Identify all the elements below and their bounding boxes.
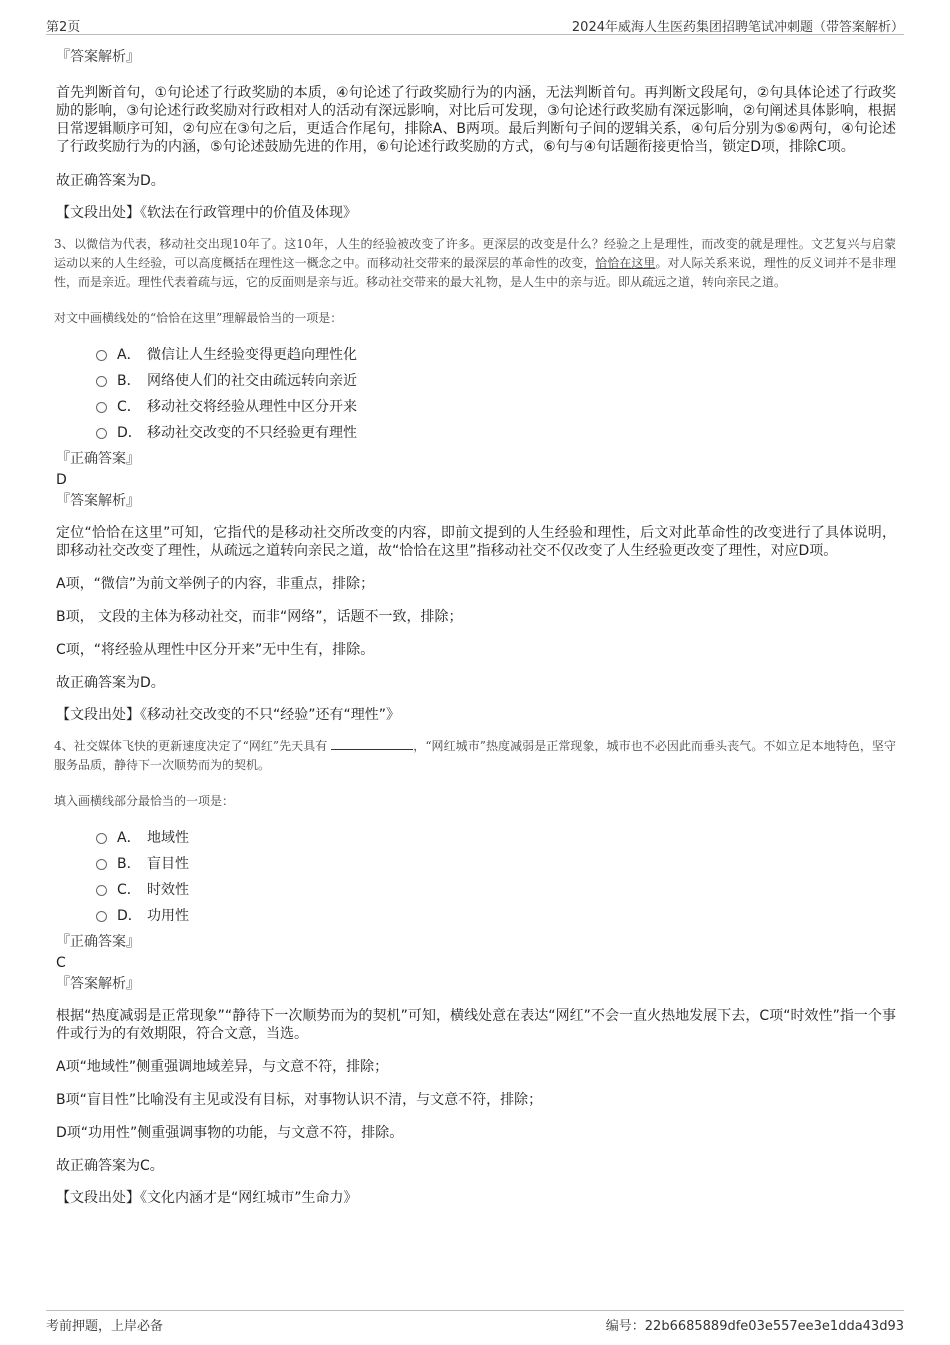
radio-icon[interactable]: [96, 885, 107, 896]
radio-icon[interactable]: [96, 376, 107, 387]
q2-conclusion: 故正确答案为D。: [56, 173, 165, 189]
q2-analysis-tag: 『答案解析』: [56, 49, 140, 65]
option-letter: D．: [117, 908, 142, 924]
q3-stem-text: 3、以微信为代表，移动社交出现10年了。这10年，人生的经验被改变了许多。更深层的改变是什么？经验之上是理性，而改变的就是理性。文艺复兴与启蒙运动以来的人生经验，可以高度概括在理性这一概念之中。而移动社交带来的最深层的革命性的改变，: [54, 237, 896, 270]
radio-icon[interactable]: [96, 402, 107, 413]
q4-analysis-tag: 『答案解析』: [56, 976, 140, 992]
q4-prompt: 填入画横线部分最恰当的一项是：: [54, 794, 235, 808]
option-text: 微信让人生经验变得更趋向理性化: [147, 347, 357, 363]
q3-analysis-tag: 『答案解析』: [56, 493, 140, 509]
q3-source: [56, 705, 896, 725]
q3-stem: [54, 235, 896, 292]
source-title: 《软法在行政管理中的价值及体现》: [140, 205, 357, 221]
option-text: 盲目性: [147, 856, 189, 872]
q3-option-d[interactable]: [96, 420, 896, 446]
q4-option-a[interactable]: [96, 825, 896, 851]
page-footer: [46, 1310, 904, 1335]
q4-option-c[interactable]: [96, 877, 896, 903]
source-label: 【文段出处】: [56, 205, 140, 221]
q3-stem-text-after: 。对人际关系来说，理性的反义词并不是非理性，而是亲近。理性代表着疏与远，它的反面则是亲与近。移动社交带来的最大礼物，是人生中的亲与近。即从疏远之道，转向亲民之道。: [54, 256, 896, 289]
q3-answer-tag: 『正确答案』: [56, 451, 140, 467]
q3-option-c[interactable]: [96, 394, 896, 420]
option-text: 地域性: [147, 830, 189, 846]
page-number: 第2页: [46, 20, 81, 35]
source-title: 《文化内涵才是“网红城市”生命力》: [140, 1190, 358, 1206]
q4-source: [56, 1188, 896, 1208]
q3-option-a[interactable]: [96, 342, 896, 368]
fill-in-blank: [331, 737, 413, 750]
q3-note-b: B项， 文段的主体为移动社交，而非“网络”，话题不一致，排除；: [56, 609, 463, 625]
q3-underlined-phrase: 恰恰在这里: [595, 256, 656, 270]
q4-note-d: D项“功用性”侧重强调事物的功能，与文意不符，排除。: [56, 1125, 404, 1141]
option-letter: C．: [117, 399, 141, 415]
footer-slogan: 考前押题，上岸必备: [46, 1319, 164, 1334]
q2-analysis: 首先判断首句，①句论述了行政奖励的本质，④句论述了行政奖励行为的内涵，无法判断首句。再判断文段尾句，②句具体论述了行政奖励的影响，③句论述行政奖励对行政相对人的活动有深远影响，对比后可发现，③句论述行政奖励有深远影响，②句阐述具体影响，根据日常逻辑顺序可知，②句应在③句之后，更适合作尾句，排除A、B两项。最后判断句子间的逻辑关系，④句后分别为⑤⑥两句，④句论述了行政奖励行为的内涵，⑤句论述鼓励先进的作用，⑥句论述行政奖励的方式，⑥句与④句话题衔接更恰当，锁定D项，排除C项。: [56, 85, 896, 155]
option-text: 网络使人们的社交由疏远转向亲近: [147, 373, 357, 389]
option-letter: A．: [117, 830, 141, 846]
q4-note-a: A项“地域性”侧重强调地域差异，与文意不符，排除；: [56, 1059, 389, 1075]
option-letter: B．: [117, 373, 141, 389]
option-text: 移动社交将经验从理性中区分开来: [147, 399, 357, 415]
source-label: 【文段出处】: [56, 1190, 140, 1206]
option-letter: C．: [117, 882, 141, 898]
option-letter: A．: [117, 347, 141, 363]
q4-stem-text: 4、社交媒体飞快的更新速度决定了“网红”先天具有: [54, 739, 328, 753]
q3-analysis: 定位“恰恰在这里”可知，它指代的是移动社交所改变的内容，即前文提到的人生经验和理性，后文对此革命性的改变进行了具体说明，即移动社交改变了理性，从疏远之道转向亲民之道，故“恰恰在这里”指移动社交不仅改变了人生经验更改变了理性，对应D项。: [56, 525, 896, 559]
radio-icon[interactable]: [96, 911, 107, 922]
q4-options: [96, 825, 896, 929]
source-label: 【文段出处】: [56, 707, 140, 723]
option-letter: B．: [117, 856, 141, 872]
document-id: 编号：22b6685889dfe03e557ee3e1dda43d93: [605, 1319, 904, 1334]
q4-note-b: B项“盲目性”比喻没有主见或没有目标，对事物认识不清，与文意不符，排除；: [56, 1092, 543, 1108]
q4-analysis: 根据“热度减弱是正常现象”“静待下一次顺势而为的契机”可知，横线处意在表达“网红”不会一直火热地发展下去，C项“时效性”指一个事件或行为的有效期限，符合文意，当选。: [56, 1008, 896, 1042]
q4-option-d[interactable]: [96, 903, 896, 929]
option-text: 功用性: [147, 908, 189, 924]
q4-answer-tag: 『正确答案』: [56, 934, 140, 950]
option-text: 移动社交改变的不只经验更有理性: [147, 425, 357, 441]
radio-icon[interactable]: [96, 859, 107, 870]
radio-icon[interactable]: [96, 833, 107, 844]
q4-conclusion: 故正确答案为C。: [56, 1158, 164, 1174]
page-header: [46, 14, 904, 35]
source-title: 《移动社交改变的不只“经验”还有“理性”》: [140, 707, 401, 723]
q3-answer: D: [56, 472, 67, 488]
q4-answer: C: [56, 955, 66, 971]
q3-option-b[interactable]: [96, 368, 896, 394]
q2-source: [56, 203, 896, 223]
radio-icon[interactable]: [96, 428, 107, 439]
radio-icon[interactable]: [96, 350, 107, 361]
q3-prompt: 对文中画横线处的“恰恰在这里”理解最恰当的一项是：: [54, 311, 343, 325]
q4-stem: [54, 737, 896, 775]
q3-note-a: A项，“微信”为前文举例子的内容，非重点，排除；: [56, 576, 375, 592]
q3-note-c: C项，“将经验从理性中区分开来”无中生有，排除。: [56, 642, 375, 658]
q4-stem-text-after: ，“网红城市”热度减弱是正常现象，城市也不必因此而垂头丧气。不如立足本地特色，坚守服务品质，静待下一次顺势而为的契机。: [54, 739, 896, 772]
q3-conclusion: 故正确答案为D。: [56, 675, 165, 691]
q3-options: [96, 342, 896, 446]
option-text: 时效性: [147, 882, 189, 898]
document-title: 2024年威海人生医药集团招聘笔试冲刺题（带答案解析）: [571, 20, 904, 35]
page-content: [56, 44, 896, 1208]
option-letter: D．: [117, 425, 142, 441]
q4-option-b[interactable]: [96, 851, 896, 877]
